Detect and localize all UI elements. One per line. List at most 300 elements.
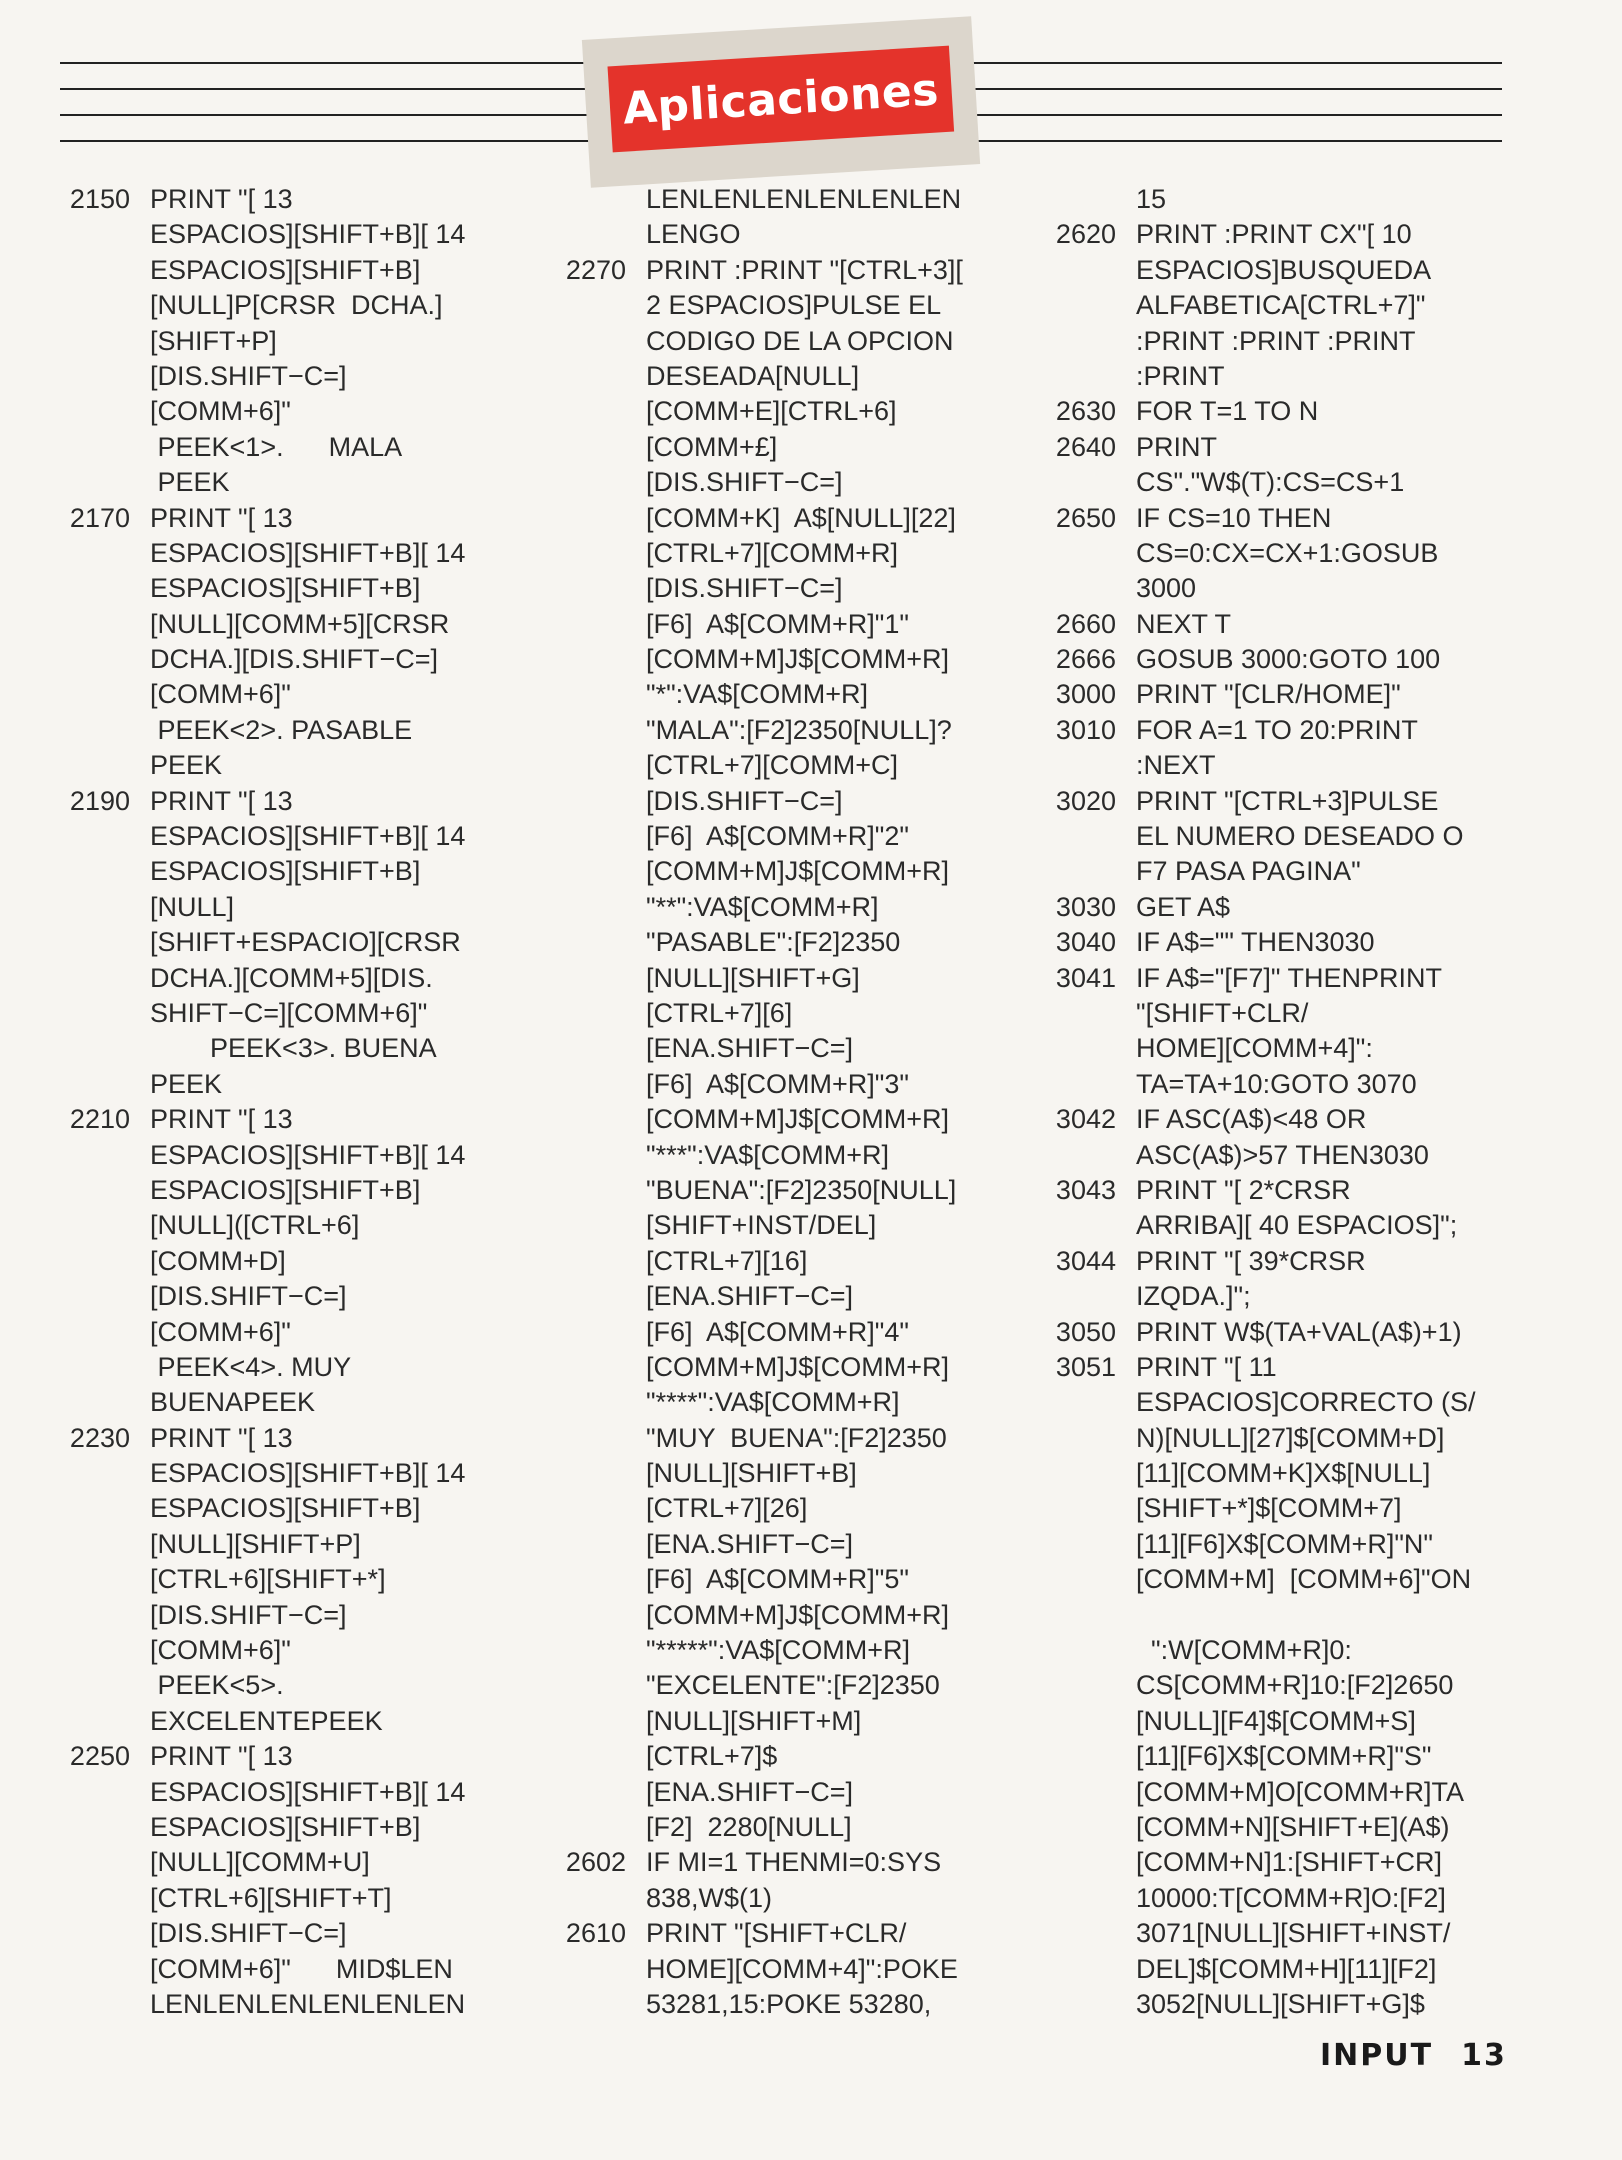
code-text: [COMM+6]" (150, 1635, 291, 1666)
line-number (552, 1421, 626, 1456)
code-text: ESPACIOS]CORRECTO (S/ (1136, 1387, 1476, 1418)
code-line (1042, 854, 1476, 889)
code-line (56, 819, 465, 854)
code-column-3 (1042, 182, 1476, 2022)
code-text: IZQDA.]"; (1136, 1281, 1251, 1312)
code-line (56, 677, 465, 712)
line-number (1042, 359, 1116, 394)
code-text: DCHA.][COMM+5][DIS. (150, 962, 433, 993)
code-text: [NULL]([CTRL+6] (150, 1210, 360, 1241)
line-number (552, 288, 626, 323)
line-number (552, 890, 626, 925)
code-text: PEEK<1>. MALA (150, 431, 403, 462)
code-text: CS=0:CX=CX+1:GOSUB (1136, 537, 1439, 568)
code-text: "MALA":[F2]2350[NULL]? (646, 714, 952, 745)
line-number (552, 1598, 626, 1633)
code-text: [DIS.SHIFT−C=] (646, 467, 843, 498)
line-number (552, 1067, 626, 1102)
line-number (56, 748, 130, 783)
code-line (552, 182, 963, 217)
code-line (552, 1491, 963, 1526)
code-line (1042, 1456, 1476, 1491)
code-text: PRINT "[CTRL+3]PULSE (1136, 785, 1439, 816)
code-text: [ENA.SHIFT−C=] (646, 1281, 854, 1312)
code-text: "BUENA":[F2]2350[NULL] (646, 1174, 957, 1205)
code-line (1042, 430, 1476, 465)
code-line (56, 996, 465, 1031)
code-text: ":W[COMM+R]0: (1136, 1635, 1352, 1666)
line-number (1042, 1385, 1116, 1420)
code-line (56, 1138, 465, 1173)
code-line (56, 430, 465, 465)
code-line (56, 1173, 465, 1208)
line-number (56, 536, 130, 571)
code-text: GOSUB 3000:GOTO 100 (1136, 644, 1441, 675)
line-number (1042, 1279, 1116, 1314)
code-text: :PRINT (1136, 360, 1225, 391)
code-text: [CTRL+7]$ (646, 1741, 778, 1772)
line-number (1042, 324, 1116, 359)
code-text: [COMM+E][CTRL+6] (646, 396, 897, 427)
line-number (552, 1244, 626, 1279)
code-text: PEEK (150, 750, 223, 781)
code-line (56, 1350, 465, 1385)
code-text: 3000 (1136, 573, 1197, 604)
code-text: "***":VA$[COMM+R] (646, 1139, 889, 1170)
code-line (1042, 1244, 1476, 1279)
code-line (552, 1562, 963, 1597)
code-text: NEXT T (1136, 608, 1232, 639)
line-number (1042, 1208, 1116, 1243)
code-text: PRINT "[CLR/HOME]" (1136, 679, 1401, 710)
code-column-2 (552, 182, 963, 2022)
code-line (56, 1810, 465, 1845)
line-number (552, 713, 626, 748)
code-text: [DIS.SHIFT−C=] (646, 573, 843, 604)
code-text: PRINT :PRINT "[CTRL+3][ (646, 254, 963, 285)
line-number: 2660 (1055, 608, 1116, 639)
code-text: PEEK<2>. PASABLE (150, 714, 413, 745)
line-number (56, 713, 130, 748)
code-text: 3052[NULL][SHIFT+G]$ (1136, 1988, 1425, 2019)
line-number (552, 1208, 626, 1243)
line-number: 2640 (1055, 431, 1116, 462)
line-number (552, 1173, 626, 1208)
code-text: CS[COMM+R]10:[F2]2650 (1136, 1670, 1454, 1701)
code-text: LENLENLENLENLENLEN (150, 1988, 466, 2019)
code-text: [DIS.SHIFT−C=] (150, 360, 347, 391)
code-line (56, 253, 465, 288)
line-number (1042, 819, 1116, 854)
code-line (552, 1173, 963, 1208)
code-line (552, 961, 963, 996)
line-number (552, 819, 626, 854)
code-text: [CTRL+7][COMM+R] (646, 537, 899, 568)
code-text: [NULL][SHIFT+G] (646, 962, 860, 993)
code-line (1042, 1067, 1476, 1102)
code-text: LENGO (646, 219, 741, 250)
line-number: 2620 (1055, 219, 1116, 250)
code-line (1042, 1881, 1476, 1916)
code-text: [COMM+6]" MID$LEN (150, 1953, 453, 1984)
code-line (56, 1527, 465, 1562)
code-line (56, 394, 465, 429)
line-number (1042, 1456, 1116, 1491)
code-text: [11][F6]X$[COMM+R]"N" (1136, 1528, 1433, 1559)
line-number (56, 465, 130, 500)
code-text: "[SHIFT+CLR/ (1136, 997, 1309, 1028)
line-number (56, 1881, 130, 1916)
code-line (552, 1102, 963, 1137)
code-line (552, 1775, 963, 1810)
line-number (1042, 1739, 1116, 1774)
line-number (1042, 465, 1116, 500)
code-line (56, 1987, 465, 2022)
code-line (1042, 713, 1476, 748)
line-number (56, 996, 130, 1031)
code-line (1042, 1208, 1476, 1243)
code-line (56, 465, 465, 500)
code-text: [F2] 2280[NULL] (646, 1811, 852, 1842)
code-line (1042, 394, 1476, 429)
code-line (1042, 1385, 1476, 1420)
line-number: 3050 (1055, 1316, 1116, 1347)
code-text: PEEK<5>. (150, 1670, 284, 1701)
code-line (552, 1138, 963, 1173)
line-number: 3044 (1055, 1245, 1116, 1276)
code-line (1042, 1987, 1476, 2022)
code-text: SHIFT−C=][COMM+6]" (150, 997, 428, 1028)
line-number (1042, 253, 1116, 288)
code-column-1 (56, 182, 465, 2022)
code-line (552, 607, 963, 642)
code-text: IF A$="" THEN3030 (1136, 927, 1375, 958)
code-text: PRINT "[ 13 (150, 184, 293, 214)
code-line (56, 571, 465, 606)
code-line (1042, 1952, 1476, 1987)
code-text: [COMM+6]" (150, 679, 291, 710)
code-line (1042, 1633, 1476, 1668)
code-line (552, 1527, 963, 1562)
code-text: PRINT "[ 13 (150, 1104, 293, 1135)
code-line (1042, 1810, 1476, 1845)
line-number (56, 642, 130, 677)
code-text: EXCELENTEPEEK (150, 1705, 383, 1736)
code-line (56, 217, 465, 252)
line-number: 3040 (1055, 927, 1116, 958)
line-number (552, 324, 626, 359)
code-text: [DIS.SHIFT−C=] (150, 1918, 347, 1949)
line-number (56, 1845, 130, 1880)
code-text: PRINT "[ 2*CRSR (1136, 1174, 1351, 1205)
code-line (552, 1350, 963, 1385)
code-line (1042, 1775, 1476, 1810)
code-line (1042, 571, 1476, 606)
line-number (56, 925, 130, 960)
code-text: ALFABETICA[CTRL+7]" (1136, 290, 1426, 321)
code-line (1042, 1527, 1476, 1562)
code-line (552, 1739, 963, 1774)
code-text: "*****":VA$[COMM+R] (646, 1635, 910, 1666)
code-line (56, 748, 465, 783)
line-number: 2666 (1055, 644, 1116, 675)
code-text: [SHIFT+INST/DEL] (646, 1210, 877, 1241)
code-text: ESPACIOS][SHIFT+B] (150, 1493, 421, 1524)
code-text: PRINT "[ 13 (150, 1422, 293, 1453)
code-text: [COMM+M]J$[COMM+R] (646, 644, 950, 675)
line-number (1042, 1845, 1116, 1880)
line-number (56, 1527, 130, 1562)
code-text: [11][F6]X$[COMM+R]"S" (1136, 1741, 1432, 1772)
code-line (552, 571, 963, 606)
code-text: [SHIFT+*]$[COMM+7] (1136, 1493, 1402, 1524)
line-number (1042, 1598, 1116, 1633)
code-line (1042, 536, 1476, 571)
line-number (552, 182, 626, 217)
code-text: HOME][COMM+4]":POKE (646, 1953, 958, 1984)
line-number (552, 501, 626, 536)
line-number (552, 1491, 626, 1526)
code-line (552, 324, 963, 359)
code-line (552, 465, 963, 500)
code-text: IF ASC(A$)<48 OR (1136, 1104, 1367, 1135)
line-number (56, 430, 130, 465)
code-text: [COMM+£] (646, 431, 778, 462)
line-number (552, 1527, 626, 1562)
line-number (1042, 1067, 1116, 1102)
line-number (56, 1138, 130, 1173)
code-line (1042, 1916, 1476, 1951)
code-line (56, 1668, 465, 1703)
code-text: [F6] A$[COMM+R]"3" (646, 1068, 909, 1099)
line-number (1042, 571, 1116, 606)
line-number: 3020 (1055, 785, 1116, 816)
line-number (552, 1350, 626, 1385)
code-line (1042, 1845, 1476, 1880)
code-line (552, 1244, 963, 1279)
code-text: "EXCELENTE":[F2]2350 (646, 1670, 940, 1701)
code-text: [F6] A$[COMM+R]"4" (646, 1316, 909, 1347)
line-number (552, 1279, 626, 1314)
line-number (56, 1987, 130, 2022)
code-text: DEL]$[COMM+H][11][F2] (1136, 1953, 1437, 1984)
code-text: [DIS.SHIFT−C=] (150, 1599, 347, 1630)
code-line (1042, 1562, 1476, 1597)
line-number: 2602 (565, 1847, 626, 1878)
line-number (56, 217, 130, 252)
code-text: [SHIFT+ESPACIO][CRSR (150, 927, 461, 958)
code-line (552, 642, 963, 677)
code-line (1042, 1315, 1476, 1350)
line-number (56, 854, 130, 889)
line-number (552, 1704, 626, 1739)
code-text: F7 PASA PAGINA" (1136, 856, 1361, 887)
code-line (552, 819, 963, 854)
line-number (1042, 1633, 1116, 1668)
code-text: 15 (1136, 184, 1167, 214)
line-number (1042, 1668, 1116, 1703)
code-line (56, 1491, 465, 1526)
code-text: BUENAPEEK (150, 1387, 316, 1418)
code-text: [F6] A$[COMM+R]"2" (646, 821, 909, 852)
code-text: [ENA.SHIFT−C=] (646, 1033, 854, 1064)
code-line (552, 748, 963, 783)
code-text: EL NUMERO DESEADO O (1136, 821, 1464, 852)
code-line (56, 1952, 465, 1987)
line-number (56, 1244, 130, 1279)
line-number (1042, 1704, 1116, 1739)
code-text: [F6] A$[COMM+R]"5" (646, 1564, 909, 1595)
code-text: [ENA.SHIFT−C=] (646, 1776, 854, 1807)
code-line (1042, 1704, 1476, 1739)
code-text: FOR A=1 TO 20:PRINT (1136, 714, 1418, 745)
code-text: DESEADA[NULL] (646, 360, 860, 391)
code-line (56, 1315, 465, 1350)
line-number (552, 359, 626, 394)
line-number: 3041 (1055, 962, 1116, 993)
code-text: [COMM+M] [COMM+6]"ON (1136, 1564, 1472, 1595)
code-line (1042, 359, 1476, 394)
code-line (56, 784, 465, 819)
line-number (56, 1668, 130, 1703)
code-line (552, 217, 963, 252)
code-text: 2 ESPACIOS]PULSE EL (646, 290, 942, 321)
code-text: HOME][COMM+4]": (1136, 1033, 1373, 1064)
page-number: 13 (1461, 2038, 1507, 2073)
line-number: 3042 (1055, 1104, 1116, 1135)
code-line (552, 359, 963, 394)
code-line (552, 1279, 963, 1314)
code-text: CS"."W$(T):CS=CS+1 (1136, 467, 1405, 498)
code-text: ESPACIOS][SHIFT+B][ 14 (150, 219, 466, 250)
code-text: [NULL] (150, 891, 235, 922)
code-line (552, 713, 963, 748)
code-line (56, 1739, 465, 1774)
line-number (1042, 1916, 1116, 1951)
line-number (1042, 1421, 1116, 1456)
line-number (552, 217, 626, 252)
code-text: [NULL][SHIFT+B] (646, 1458, 857, 1489)
code-line (56, 1385, 465, 1420)
code-line (1042, 288, 1476, 323)
code-text: [11][COMM+K]X$[NULL] (1136, 1458, 1431, 1489)
line-number: 3051 (1055, 1351, 1116, 1382)
code-line (552, 854, 963, 889)
line-number (56, 1456, 130, 1491)
line-number (552, 925, 626, 960)
line-number (1042, 1031, 1116, 1066)
code-line (552, 501, 963, 536)
line-number (56, 1350, 130, 1385)
code-line (56, 359, 465, 394)
line-number (552, 1952, 626, 1987)
code-text: [CTRL+6][SHIFT+*] (150, 1564, 386, 1595)
line-number: 2610 (565, 1918, 626, 1949)
code-line (1042, 784, 1476, 819)
code-line (56, 1456, 465, 1491)
line-number (552, 677, 626, 712)
code-line (552, 996, 963, 1031)
code-text: "****":VA$[COMM+R] (646, 1387, 900, 1418)
line-number (552, 465, 626, 500)
code-text: "*":VA$[COMM+R] (646, 679, 868, 710)
code-text: [COMM+M]J$[COMM+R] (646, 1599, 950, 1630)
line-number (1042, 1987, 1116, 2022)
line-number: 2630 (1055, 396, 1116, 427)
line-number (1042, 1952, 1116, 1987)
code-text: 10000:T[COMM+R]O:[F2] (1136, 1882, 1446, 1913)
code-line (1042, 1031, 1476, 1066)
code-text: [COMM+M]J$[COMM+R] (646, 856, 950, 887)
code-line (56, 925, 465, 960)
line-number (552, 394, 626, 429)
code-text: ESPACIOS][SHIFT+B][ 14 (150, 1458, 466, 1489)
code-line (1042, 677, 1476, 712)
line-number (56, 607, 130, 642)
code-line (1042, 1279, 1476, 1314)
code-text: "PASABLE":[F2]2350 (646, 927, 901, 958)
code-text: "**":VA$[COMM+R] (646, 891, 879, 922)
code-text: :NEXT (1136, 750, 1216, 781)
code-line (1042, 1138, 1476, 1173)
line-number (552, 1810, 626, 1845)
code-line (552, 1704, 963, 1739)
code-text: PRINT W$(TA+VAL(A$)+1) (1136, 1316, 1462, 1347)
code-line (56, 1244, 465, 1279)
code-text: CODIGO DE LA OPCION (646, 325, 954, 356)
code-text: IF CS=10 THEN (1136, 502, 1332, 533)
code-line (56, 642, 465, 677)
code-text: [CTRL+7][16] (646, 1245, 808, 1276)
code-text: ESPACIOS][SHIFT+B][ 14 (150, 1776, 466, 1807)
code-text: PRINT "[SHIFT+CLR/ (646, 1918, 907, 1949)
code-line (1042, 501, 1476, 536)
code-line (1042, 1598, 1476, 1633)
line-number (56, 1315, 130, 1350)
code-text: ESPACIOS][SHIFT+B] (150, 573, 421, 604)
code-text: [SHIFT+P] (150, 325, 277, 356)
code-line (56, 536, 465, 571)
code-text: [CTRL+6][SHIFT+T] (150, 1882, 392, 1913)
code-line (56, 324, 465, 359)
line-number (56, 1810, 130, 1845)
line-number (56, 1385, 130, 1420)
code-line (552, 288, 963, 323)
code-text: PRINT "[ 13 (150, 1741, 293, 1772)
code-text: PRINT :PRINT CX"[ 10 (1136, 219, 1412, 250)
line-number: 2190 (69, 785, 130, 816)
line-number (56, 1491, 130, 1526)
line-number (552, 1315, 626, 1350)
code-text: FOR T=1 TO N (1136, 396, 1319, 427)
code-text: PRINT "[ 13 (150, 502, 293, 533)
code-text: ARRIBA][ 40 ESPACIOS]"; (1136, 1210, 1458, 1241)
code-line (552, 1598, 963, 1633)
line-number (552, 1385, 626, 1420)
code-line (552, 1952, 963, 1987)
code-text: [CTRL+7][6] (646, 997, 793, 1028)
code-line (552, 1633, 963, 1668)
line-number (1042, 1562, 1116, 1597)
line-number (56, 1775, 130, 1810)
code-line (552, 1385, 963, 1420)
line-number (552, 1138, 626, 1173)
code-text: [CTRL+7][26] (646, 1493, 808, 1524)
code-line (552, 1031, 963, 1066)
code-text (1116, 1598, 1136, 1633)
code-line (56, 1031, 465, 1066)
line-number (56, 324, 130, 359)
